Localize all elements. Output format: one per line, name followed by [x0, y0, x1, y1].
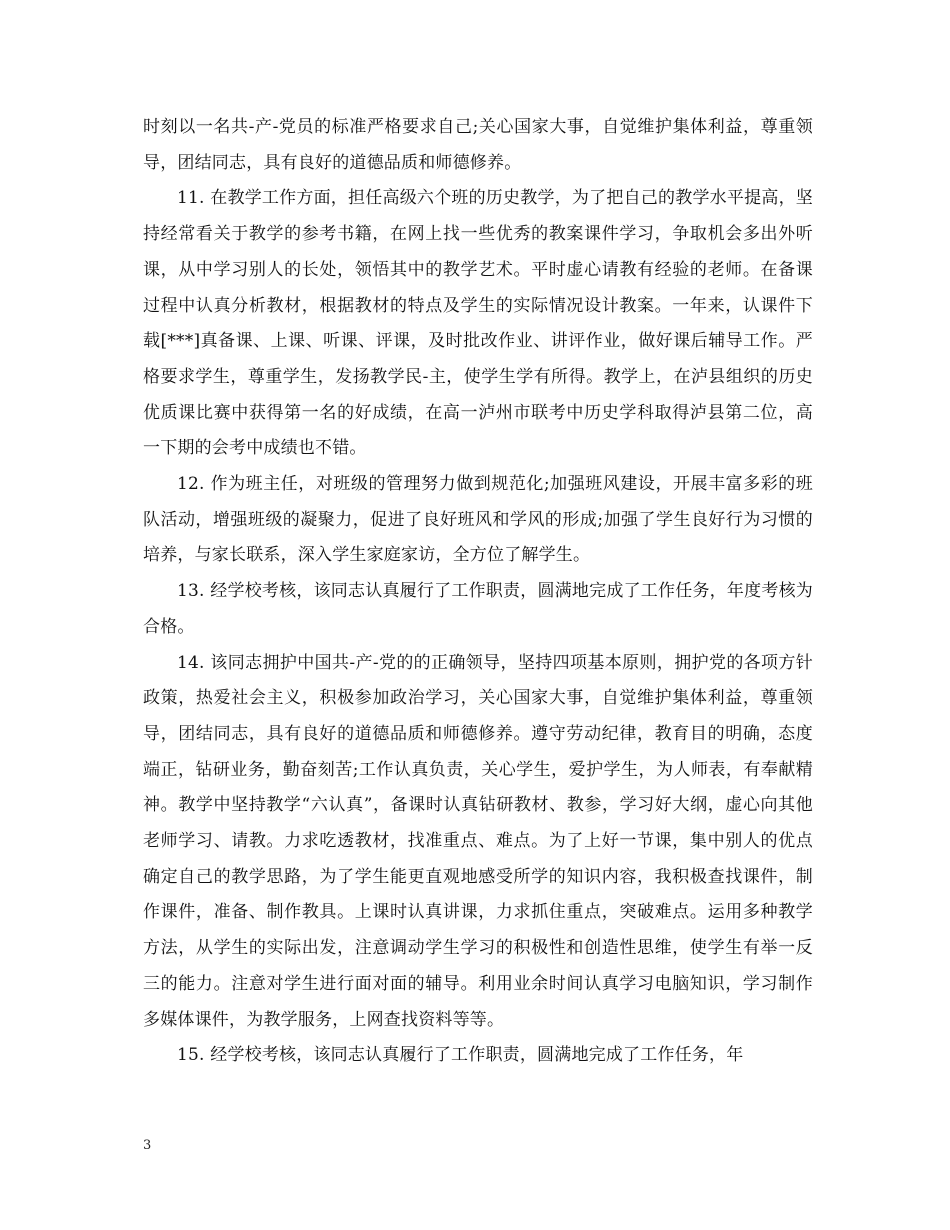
paragraph-item-11: 11. 在教学工作方面，担任高级六个班的历史教学，为了把自己的教学水平提高，坚持经常看关于教学的参考书籍，在网上找一些优秀的教案课件学习，争取机会多出外听课，从中学习别人的长处，领悟其中的教学艺术。平时虚心请教有经验的老师。在备课过程中认真分析教材，根据教材的特点及学生的实际情况设计教案。一年来，认课件下载[***]真备课、上课、听课、评课，及时批改作业、讲评作业，做好课后辅导工作。严格要求学生，尊重学生，发扬教学民-主，使学生学有所得。教学上，在泸县组织的历史优质课比赛中获得第一名的好成绩，在高一泸州市联考中历史学科取得泸县第二位，高一下期的会考中成绩也不错。 — [143, 188, 813, 459]
paragraph-continued: 时刻以一名共-产-党员的标准严格要求自己;关心国家大事，自觉维护集体利益，尊重领导，团结同志，具有良好的道德品质和师德修养。 — [143, 117, 813, 173]
paragraph-item-15: 15. 经学校考核，该同志认真履行了工作职责，圆满地完成了工作任务，年 — [177, 1045, 744, 1066]
page-number: 3 — [143, 1138, 152, 1153]
document-body — [143, 110, 813, 1074]
paragraph-item-13: 13. 经学校考核，该同志认真履行了工作职责，圆满地完成了工作任务，年度考核为合格。 — [143, 581, 813, 637]
paragraph-item-14: 14. 该同志拥护中国共-产-党的的正确领导，坚持四项基本原则，拥护党的各项方针政策，热爱社会主义，积极参加政治学习，关心国家大事，自觉维护集体利益，尊重领导，团结同志，具有良好的道德品质和师德修养。遵守劳动纪律，教育目的明确，态度端正，钻研业务，勤奋刻苦;工作认真负责，关心学生，爱护学生，为人师表，有奉献精神。教学中坚持教学“六认真”，备课时认真钻研教材、教参，学习好大纲，虚心向其他老师学习、请教。力求吃透教材，找准重点、难点。为了上好一节课，集中别人的优点确定自己的教学思路，为了学生能更直观地感受所学的知识内容，我积极查找课件，制作课件，准备、制作教具。上课时认真讲课，力求抓住重点，突破难点。运用多种教学方法，从学生的实际出发，注意调动学生学习的积极性和创造性思维，使学生有举一反三的能力。注意对学生进行面对面的辅导。利用业余时间认真学习电脑知识，学习制作多媒体课件，为教学服务，上网查找资料等等。 — [143, 652, 813, 1030]
paragraph-item-12: 12. 作为班主任，对班级的管理努力做到规范化;加强班风建设，开展丰富多彩的班队活动，增强班级的凝聚力，促进了良好班风和学风的形成;加强了学生良好行为习惯的培养，与家长联系，深入学生家庭家访，全方位了解学生。 — [143, 474, 813, 566]
